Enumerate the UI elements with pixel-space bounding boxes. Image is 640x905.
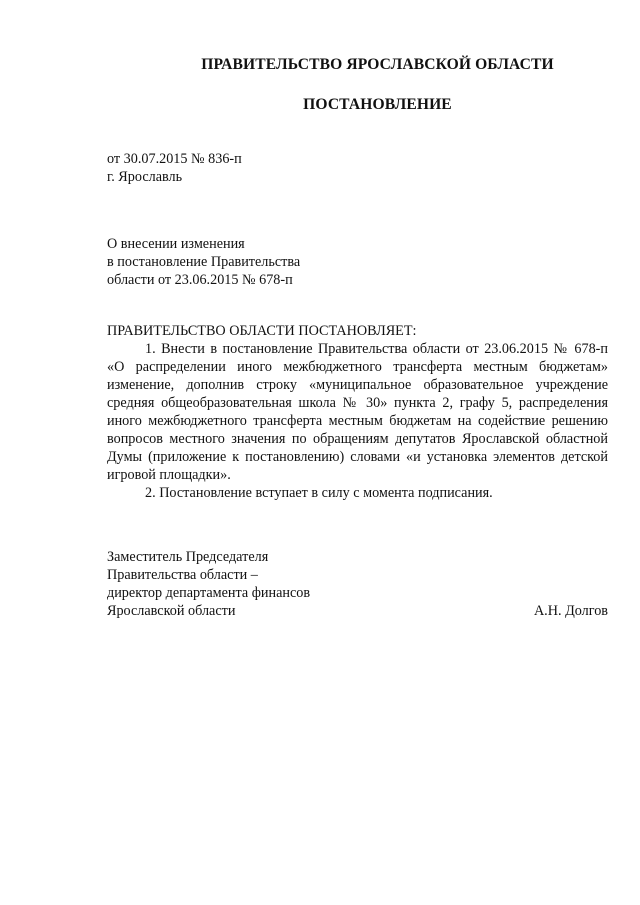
date-number: от 30.07.2015 № 836-п (107, 151, 242, 167)
signature-line-2: Правительства области – (107, 567, 258, 583)
document-body (107, 340, 608, 502)
signature-final-row (107, 602, 608, 620)
signature-block (107, 548, 608, 620)
subject-line-1: О внесении изменения (107, 236, 245, 252)
resolves-heading: ПРАВИТЕЛЬСТВО ОБЛАСТИ ПОСТАНОВЛЯЕТ: (107, 323, 417, 339)
signature-line-3: директор департамента финансов (107, 585, 311, 601)
city: г. Ярославль (107, 169, 183, 185)
subject-line-3: области от 23.06.2015 № 678-п (107, 272, 293, 288)
body-item-1: 1. Внести в постановление Правительства области от 23.06.2015 № 678-п «О распределении иного межбюджетного трансферта местным бюджетам» изменение, дополнив строку «муниципальное образовательное учреждение средняя общеобразовательная школа № 30» пункта 2, графу 5, распределения иного межбюджетного трансферта местным бюджетам на содействие решению вопросов местного значения по обращениям депутатов Ярославской областной Думы (приложение к постановлению) словами «и установка элементов детской игровой площадки». (107, 341, 608, 483)
body-item-2: 2. Постановление вступает в силу с момента подписания. (145, 485, 493, 501)
signatory-name: А.Н. Долгов (533, 603, 608, 619)
government-title: ПРАВИТЕЛЬСТВО ЯРОСЛАВСКОЙ ОБЛАСТИ (201, 56, 554, 73)
signature-line-1: Заместитель Председателя (107, 549, 269, 565)
document-meta (107, 150, 242, 186)
subject-line-2: в постановление Правительства (107, 254, 301, 270)
document-type-title: ПОСТАНОВЛЕНИЕ (303, 96, 452, 113)
document-subject (107, 235, 300, 289)
signature-line-4: Ярославской области (107, 603, 236, 619)
